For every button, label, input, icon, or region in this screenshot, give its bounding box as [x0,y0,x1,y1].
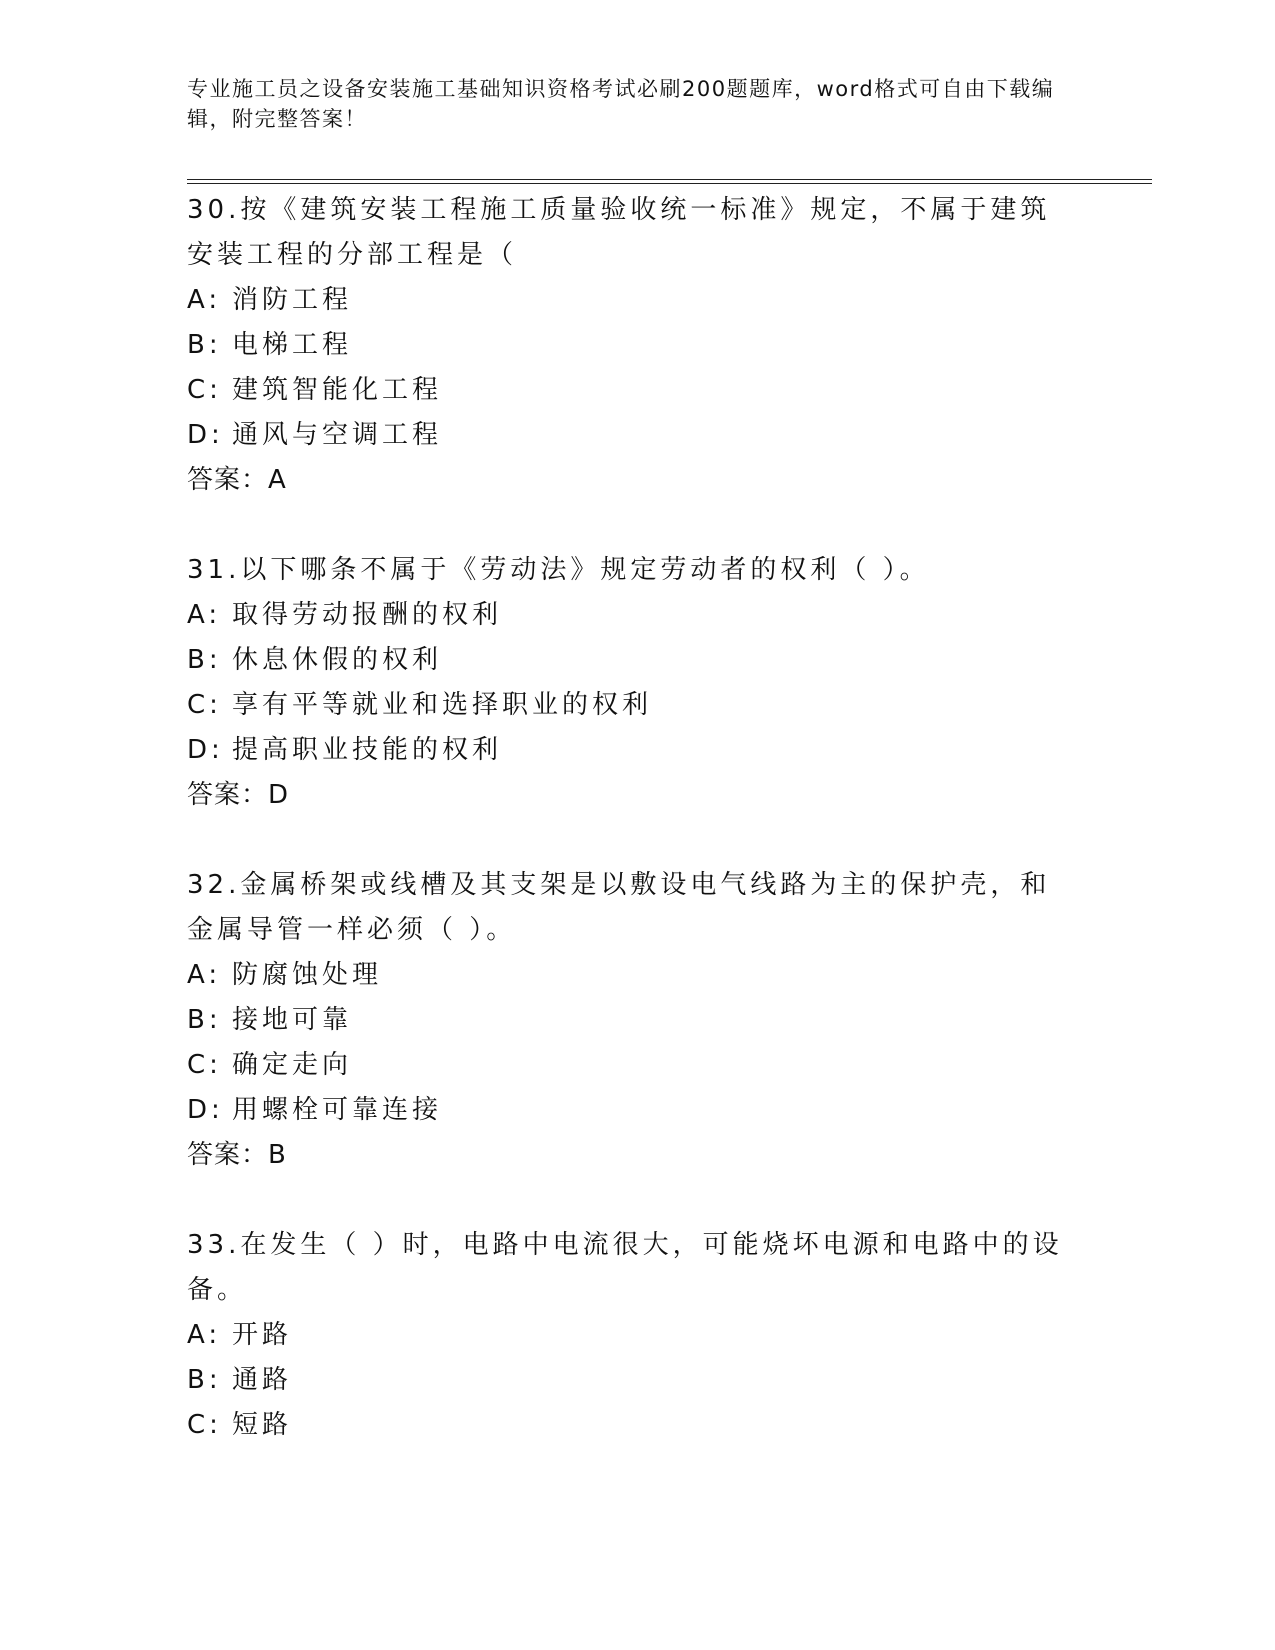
option-b [187,1358,1087,1403]
option-text: 用螺栓可靠连接 [232,1095,443,1125]
option-key: A: [187,600,222,630]
option-key: D: [187,1095,224,1125]
option-a [187,278,1087,323]
option-c [187,1043,1087,1088]
option-key: C: [187,1410,222,1440]
option-a [187,953,1087,998]
option-a [187,593,1087,638]
option-text: 电梯工程 [232,330,353,360]
option-text: 消防工程 [232,285,353,315]
option-d [187,413,1087,458]
option-c [187,1403,1087,1448]
option-text: 提高职业技能的权利 [232,735,503,765]
question-stem: 30.按《建筑安装工程施工质量验收统一标准》规定，不属于建筑安装工程的分部工程是（ [187,195,1051,270]
option-text: 休息休假的权利 [232,645,443,675]
option-key: D: [187,420,224,450]
option-key: C: [187,375,222,405]
question-31 [187,548,1087,818]
option-text: 享有平等就业和选择职业的权利 [232,690,653,720]
header-rule-bottom [187,183,1152,184]
option-key: D: [187,735,224,765]
option-d [187,728,1087,773]
option-text: 取得劳动报酬的权利 [232,600,503,630]
option-b [187,998,1087,1043]
answer-line: 答案：B [187,1140,287,1170]
option-key: C: [187,690,222,720]
option-key: A: [187,1320,222,1350]
question-stem: 33.在发生（ ）时，电路中电流很大，可能烧坏电源和电路中的设备。 [187,1230,1063,1305]
answer-line: 答案：D [187,780,290,810]
option-key: B: [187,1365,222,1395]
option-text: 通路 [232,1365,293,1395]
question-stem: 32.金属桥架或线槽及其支架是以敷设电气线路为主的保护壳，和金属导管一样必须（ ）。 [187,870,1051,945]
answer-line: 答案：A [187,465,287,495]
question-30 [187,188,1087,503]
option-d [187,1088,1087,1133]
option-key: B: [187,330,222,360]
option-key: A: [187,960,222,990]
document-header: 专业施工员之设备安装施工基础知识资格考试必刷200题题库，word格式可自由下载编辑，附完整答案！ [187,77,1055,131]
option-c [187,368,1087,413]
question-33 [187,1223,1087,1448]
option-text: 建筑智能化工程 [232,375,443,405]
option-text: 短路 [232,1410,293,1440]
option-key: A: [187,285,222,315]
option-a [187,1313,1087,1358]
option-text: 确定走向 [232,1050,353,1080]
option-text: 接地可靠 [232,1005,353,1035]
option-c [187,683,1087,728]
option-text: 防腐蚀处理 [232,960,383,990]
header-rule-top [187,179,1152,180]
option-key: B: [187,1005,222,1035]
question-stem: 31.以下哪条不属于《劳动法》规定劳动者的权利（ ）。 [187,555,930,585]
option-b [187,638,1087,683]
option-text: 开路 [232,1320,293,1350]
option-b [187,323,1087,368]
question-32 [187,863,1087,1178]
option-key: C: [187,1050,222,1080]
question-list [187,188,1087,1448]
option-text: 通风与空调工程 [232,420,443,450]
option-key: B: [187,645,222,675]
